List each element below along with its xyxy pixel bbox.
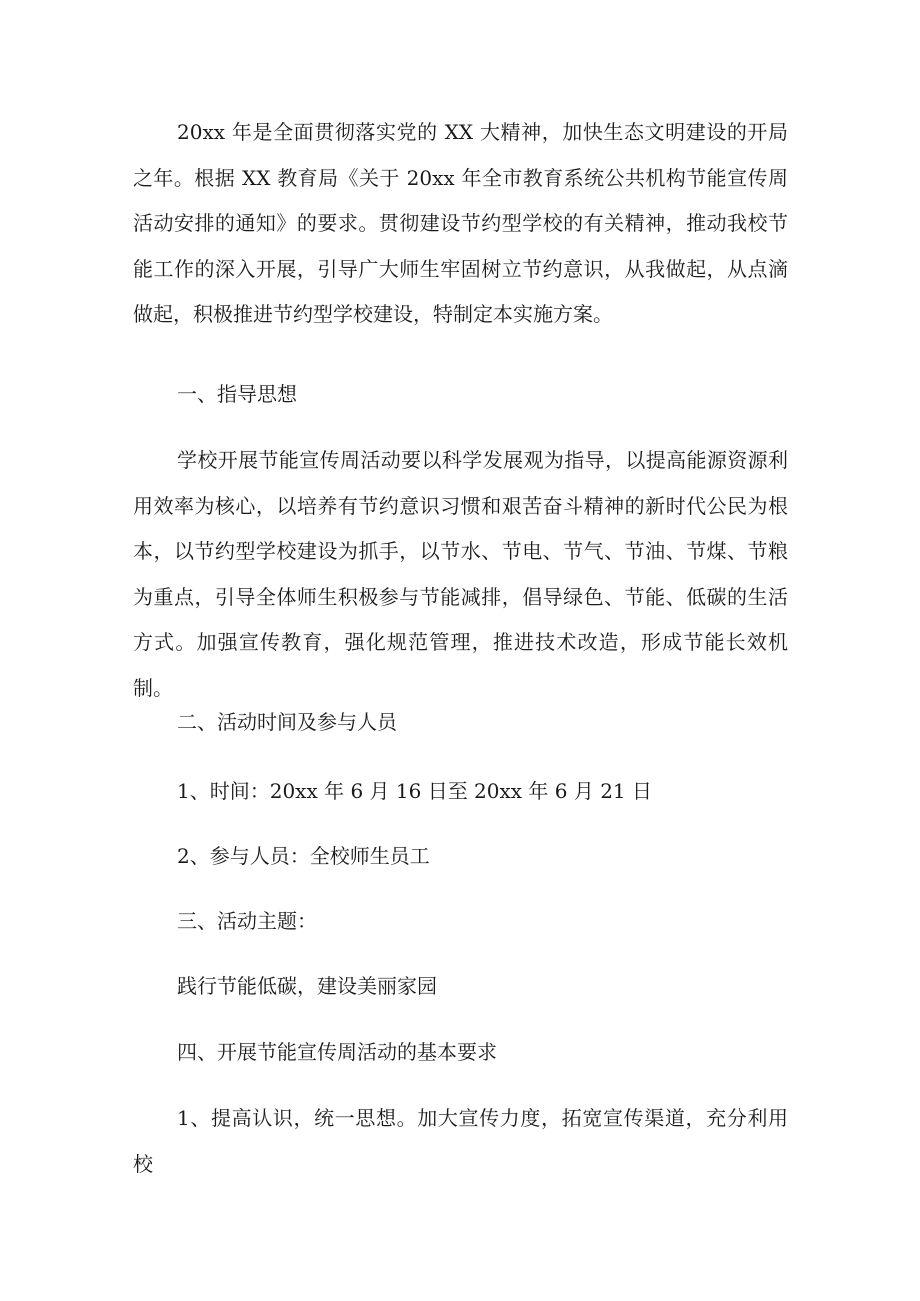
section-1-paragraph: 学校开展节能宣传周活动要以科学发展观为指导，以提高能源资源利用效率为核心，以培养有节约意识习惯和艰苦奋斗精神的新时代公民为根本，以节约型学校建设为抓手，以节水、节电、节气、节油、节煤、节粮为重点，引导全体师生积极参与节能减排，倡导绿色、节能、低碳的生活方式。加强宣传教育，强化规范管理，推进技术改造，形成节能长效机制。 [133, 448, 788, 700]
intro-paragraph: 20xx 年是全面贯彻落实党的 XX 大精神，加快生态文明建设的开局之年。根据 XX 教育局《关于 20xx 年全市教育系统公共机构节能宣传周活动安排的通知》的要求。贯彻建设节约型学校的有关精神，推动我校节能工作的深入开展，引导广大师生牢固树立节约意识，从我做起，从点滴做起，积极推进节约型学校建设，特制定本实施方案。 [133, 120, 788, 326]
section-4-heading: 四、开展节能宣传周活动的基本要求 [177, 1040, 497, 1064]
section-1-heading: 一、指导思想 [177, 382, 297, 406]
section-3-heading: 三、活动主题： [177, 909, 317, 933]
section-4-item-1: 1、提高认识，统一思想。加大宣传力度，拓宽宣传渠道，充分利用校 [133, 1106, 788, 1176]
section-2-item-participants: 2、参与人员：全校师生员工 [177, 844, 430, 868]
section-2-item-time: 1、时间：20xx 年 6 月 16 日至 20xx 年 6 月 21 日 [177, 779, 653, 803]
section-2-heading: 二、活动时间及参与人员 [177, 710, 397, 734]
section-3-theme: 践行节能低碳，建设美丽家园 [177, 974, 437, 998]
